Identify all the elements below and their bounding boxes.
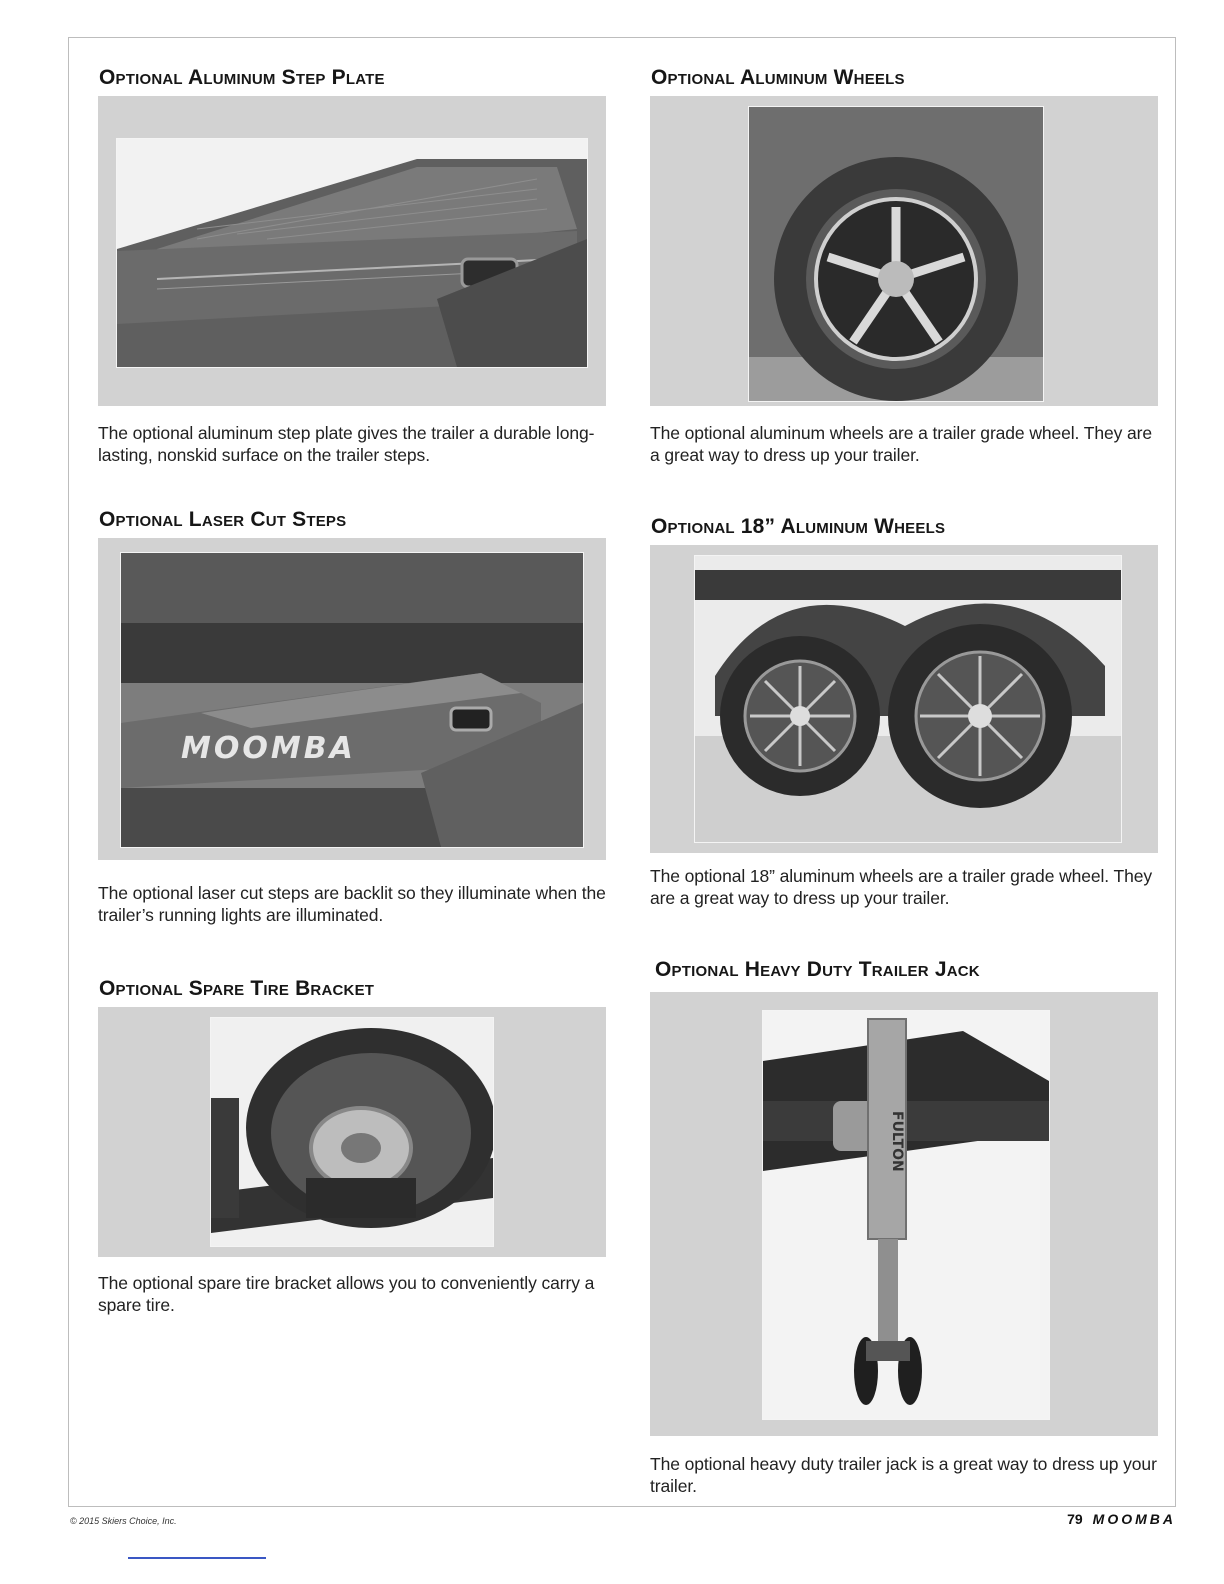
- spare-tire-photo: [210, 1017, 494, 1247]
- heading-aluminum-wheels: Optional Aluminum Wheels: [651, 66, 905, 89]
- photo-frame-18-aluminum-wheels: [650, 545, 1158, 853]
- heading-spare-tire-bracket: Optional Spare Tire Bracket: [99, 977, 375, 1000]
- link-underline: [128, 1557, 266, 1559]
- caption-spare-tire-bracket: The optional spare tire bracket allows you to conveniently carry a spare tire.: [98, 1273, 595, 1315]
- photo-frame-heavy-duty-trailer-jack: [650, 992, 1158, 1436]
- caption-18-aluminum-wheels: The optional 18” aluminum wheels are a trailer grade wheel. They are a great way to dress up your trailer.: [650, 866, 1153, 908]
- heading-heavy-duty-trailer-jack: Optional Heavy Duty Trailer Jack: [655, 958, 980, 981]
- photo-frame-aluminum-wheels: [650, 96, 1158, 406]
- heading-step-plate: Optional Aluminum Step Plate: [99, 66, 385, 89]
- caption-heavy-duty-trailer-jack: The optional heavy duty trailer jack is a great way to dress up your trailer.: [650, 1454, 1157, 1496]
- trailer-jack-brand-text: FULTON: [889, 1111, 905, 1172]
- photo-frame-spare-tire-bracket: [98, 1007, 606, 1257]
- tandem-wheels-photo: [694, 555, 1122, 843]
- aluminum-wheel-photo: [748, 106, 1044, 402]
- footer-right: [1067, 1511, 1176, 1527]
- moomba-logo: MOOMBA: [1092, 1511, 1176, 1527]
- footer-copyright: © 2015 Skiers Choice, Inc.: [70, 1516, 177, 1526]
- laser-cut-steps-photo: [120, 552, 584, 848]
- caption-step-plate: The optional aluminum step plate gives the trailer a durable long-lasting, nonskid surface on the trailer steps.: [98, 423, 595, 465]
- photo-frame-step-plate: [98, 96, 606, 406]
- caption-aluminum-wheels: The optional aluminum wheels are a trailer grade wheel. They are a great way to dress up your trailer.: [650, 423, 1153, 465]
- step-plate-photo: [116, 138, 588, 368]
- heading-18-aluminum-wheels: Optional 18” Aluminum Wheels: [651, 515, 946, 538]
- photo-frame-laser-cut-steps: [98, 538, 606, 860]
- page-number: 79: [1067, 1511, 1083, 1527]
- caption-laser-cut-steps: The optional laser cut steps are backlit so they illuminate when the trailer’s running lights are illuminated.: [98, 883, 606, 925]
- heading-laser-cut-steps: Optional Laser Cut Steps: [99, 508, 347, 531]
- trailer-jack-photo: [762, 1010, 1050, 1420]
- laser-cut-brand-text: MOOMBA: [181, 731, 356, 766]
